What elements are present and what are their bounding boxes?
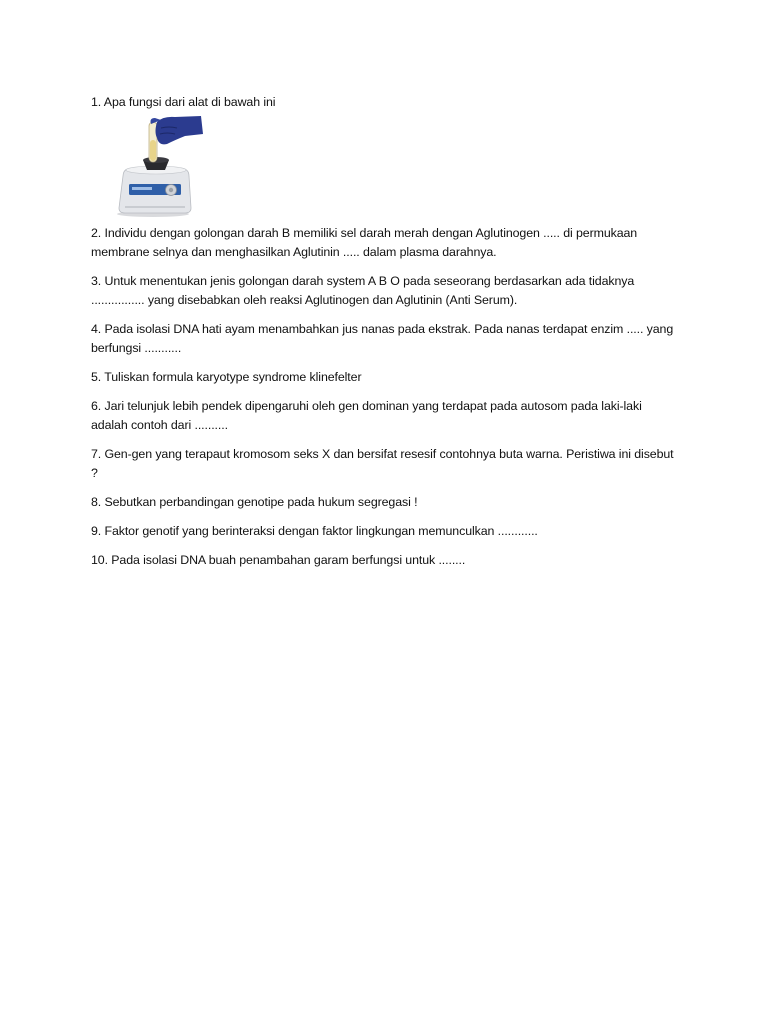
question-5: 5. Tuliskan formula karyotype syndrome klinefelter xyxy=(91,370,362,384)
vortex-mixer-image xyxy=(105,114,205,218)
question-8: 8. Sebutkan perbandingan genotipe pada hukum segregasi ! xyxy=(91,495,418,509)
question-2: 2. Individu dengan golongan darah B memiliki sel darah merah dengan Aglutinogen ..... di permukaan membrane selnya dan menghasilkan Aglutinin ..... dalam plasma darahnya. xyxy=(91,226,638,259)
question-3: 3. Untuk menentukan jenis golongan darah system A B O pada seseorang berdasarkan ada tidaknya ................ yang disebabkan oleh reaksi Aglutinogen dan Aglutinin (Anti Serum). xyxy=(91,274,635,307)
question-4: 4. Pada isolasi DNA hati ayam menambahkan jus nanas pada ekstrak. Pada nanas terdapat enzim ..... yang berfungsi ........... xyxy=(91,322,674,355)
question-1: 1. Apa fungsi dari alat di bawah ini xyxy=(91,95,276,109)
question-7: 7. Gen-gen yang terapaut kromosom seks X dan bersifat resesif contohnya buta warna. Peristiwa ini disebut ? xyxy=(91,447,674,480)
question-9: 9. Faktor genotif yang berinteraksi dengan faktor lingkungan memunculkan ............ xyxy=(91,524,538,538)
question-6: 6. Jari telunjuk lebih pendek dipengaruhi oleh gen dominan yang terdapat pada autosom pada laki-laki adalah contoh dari .......... xyxy=(91,399,642,432)
question-10: 10. Pada isolasi DNA buah penambahan garam berfungsi untuk ........ xyxy=(91,553,466,567)
vortex-mixer-icon xyxy=(105,114,205,218)
worksheet xyxy=(91,93,681,580)
